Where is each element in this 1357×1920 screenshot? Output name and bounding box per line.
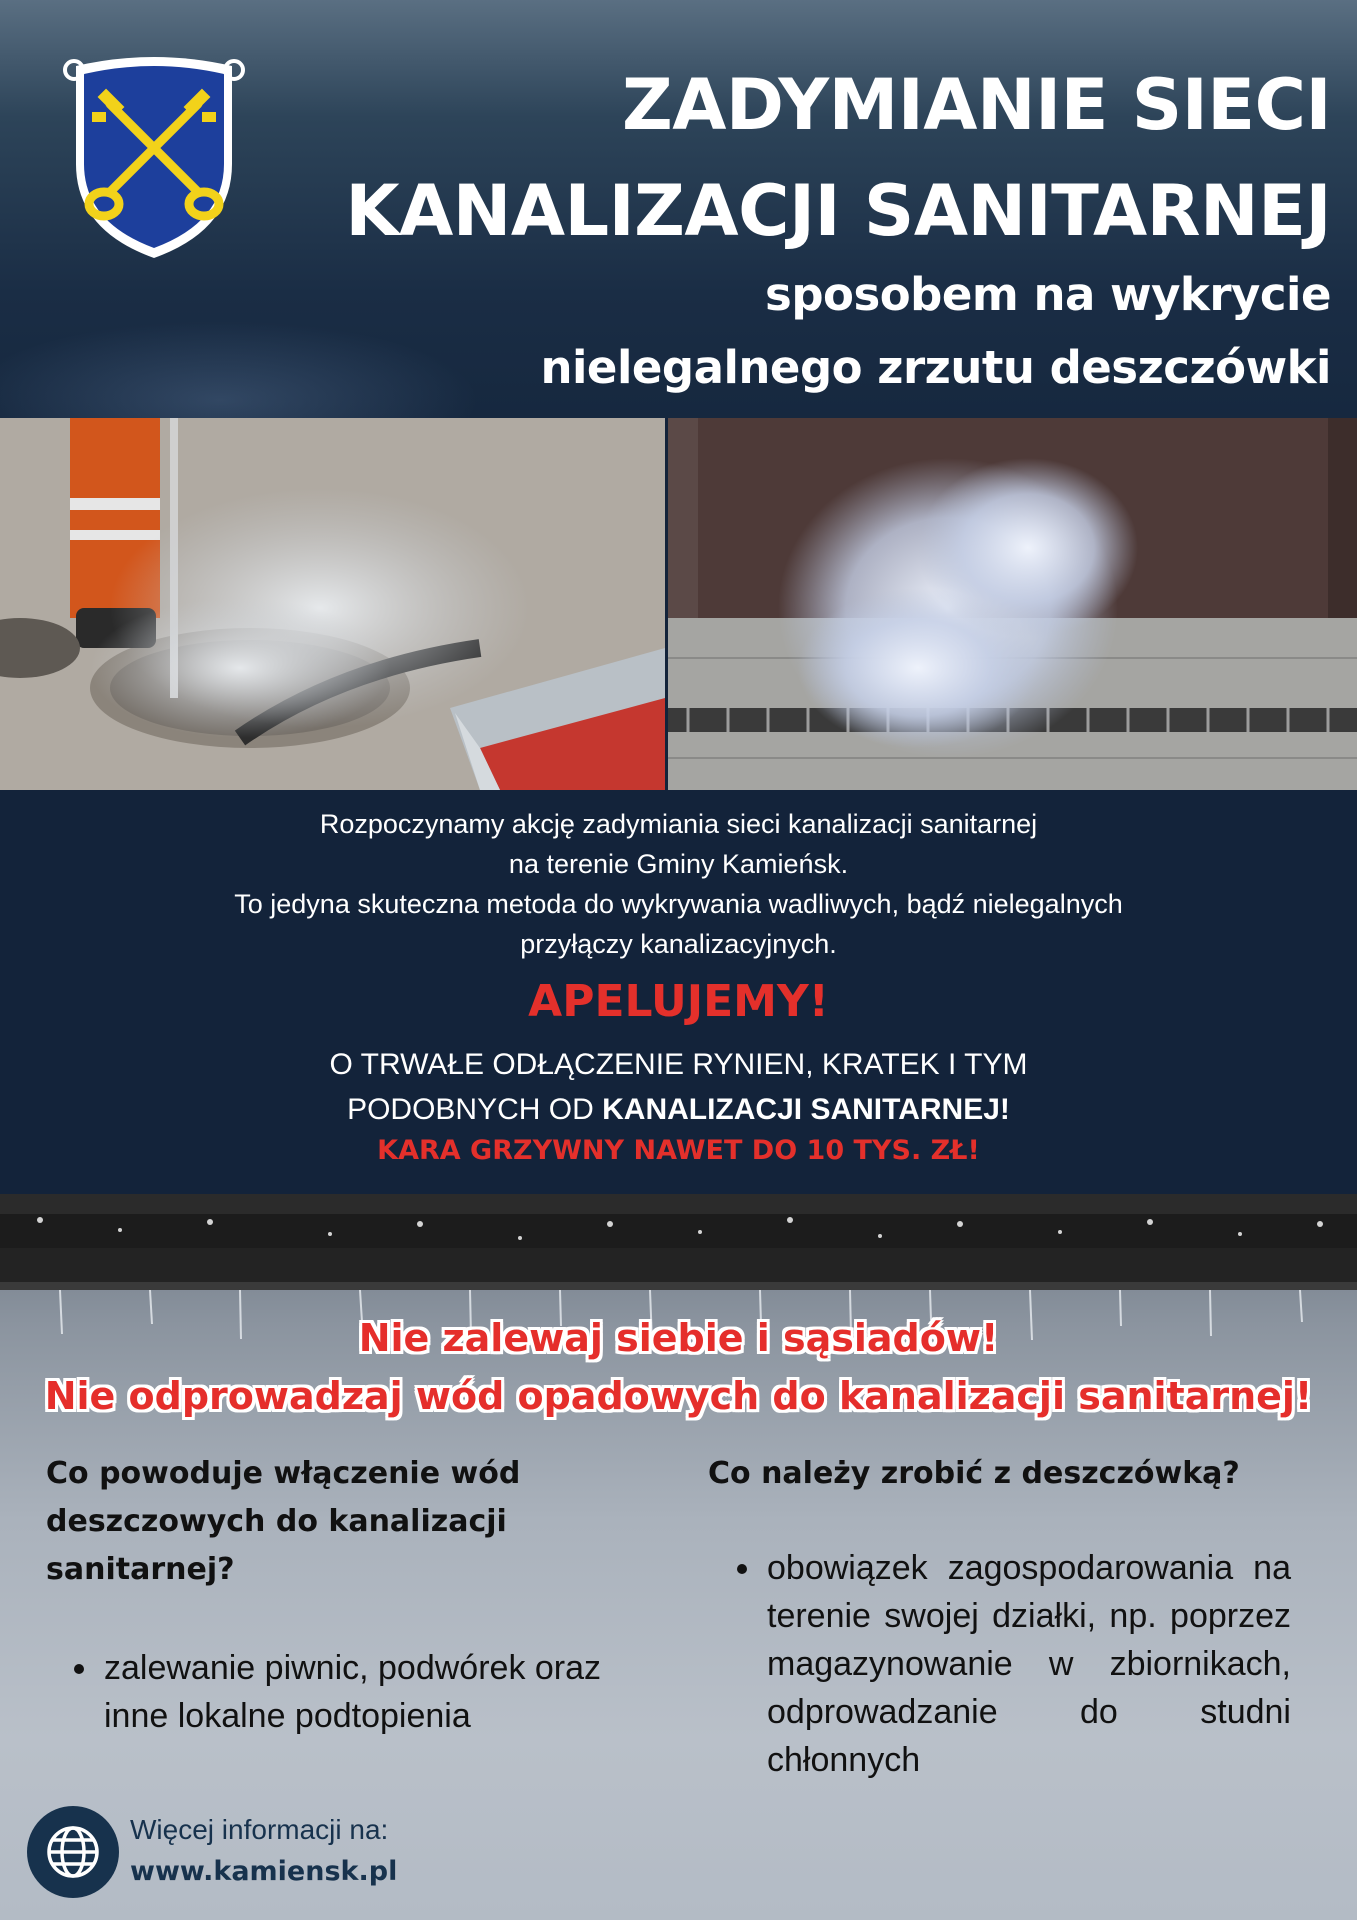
- left-question: Co powoduje włączenie wód deszczowych do kanalizacji sanitarnej?: [46, 1456, 521, 1587]
- intro-line-3: To jedyna skuteczna metoda do wykrywania wadliwych, bądź nielegalnych: [234, 889, 1123, 919]
- globe-icon[interactable]: [27, 1806, 119, 1898]
- warning-line-1: Nie zalewaj siebie i sąsiadów!: [358, 1316, 999, 1360]
- photo-smoke-manhole: [0, 418, 665, 790]
- photo-smoke-drain: [668, 418, 1357, 790]
- intro-line-4: przyłączy kanalizacyjnych.: [520, 929, 837, 959]
- intro-line-2: na terenie Gminy Kamieńsk.: [508, 849, 849, 879]
- right-bullet-item: obowiązek zagospodarowania na terenie swojej działki, np. poprzez magazynowanie w zbiornikach, odprowadzanie do studni chłonnych: [767, 1544, 1291, 1784]
- title-line-2: KANALIZACJI SANITARNEJ: [345, 170, 1331, 252]
- appeal-text: [0, 1042, 1357, 1132]
- header-banner: [0, 0, 1357, 418]
- right-question: Co należy zrobić z deszczówką?: [708, 1456, 1240, 1491]
- appeal-line-2: [0, 1087, 1357, 1132]
- appeal-heading: APELUJEMY!: [528, 976, 829, 1027]
- subtitle-line-2: nielegalnego zrzutu deszczówki: [540, 341, 1331, 394]
- crossed-keys-crest-icon: [62, 52, 246, 264]
- intro-line-1: Rozpoczynamy akcję zadymiania sieci kanalizacji sanitarnej: [319, 809, 1038, 839]
- left-bullet-item: zalewanie piwnic, podwórek oraz inne lokalne podtopienia: [104, 1644, 624, 1740]
- title-line-1: ZADYMIANIE SIECI: [621, 64, 1331, 146]
- page-title: [281, 52, 1331, 264]
- photo-strip: [0, 418, 1357, 790]
- fine-notice: KARA GRZYWNY NAWET DO 10 TYS. ZŁ!: [377, 1135, 980, 1166]
- appeal-line-2-normal: PODOBNYCH OD: [347, 1093, 603, 1126]
- more-info-label: Więcej informacji na:: [130, 1814, 389, 1845]
- subtitle-line-1: sposobem na wykrycie: [765, 268, 1331, 321]
- info-section: [0, 790, 1357, 1194]
- page-subtitle: [281, 258, 1331, 404]
- appeal-line-1: O TRWAŁE ODŁĄCZENIE RYNIEN, KRATEK I TYM: [329, 1048, 1028, 1081]
- website-link[interactable]: www.kamiensk.pl: [130, 1856, 398, 1887]
- warning-line-2: Nie odprowadzaj wód opadowych do kanalizacji sanitarnej!: [44, 1374, 1313, 1418]
- intro-text: [0, 804, 1357, 964]
- bottom-section: [0, 1194, 1357, 1920]
- appeal-line-2-bold: KANALIZACJI SANITARNEJ!: [602, 1093, 1010, 1126]
